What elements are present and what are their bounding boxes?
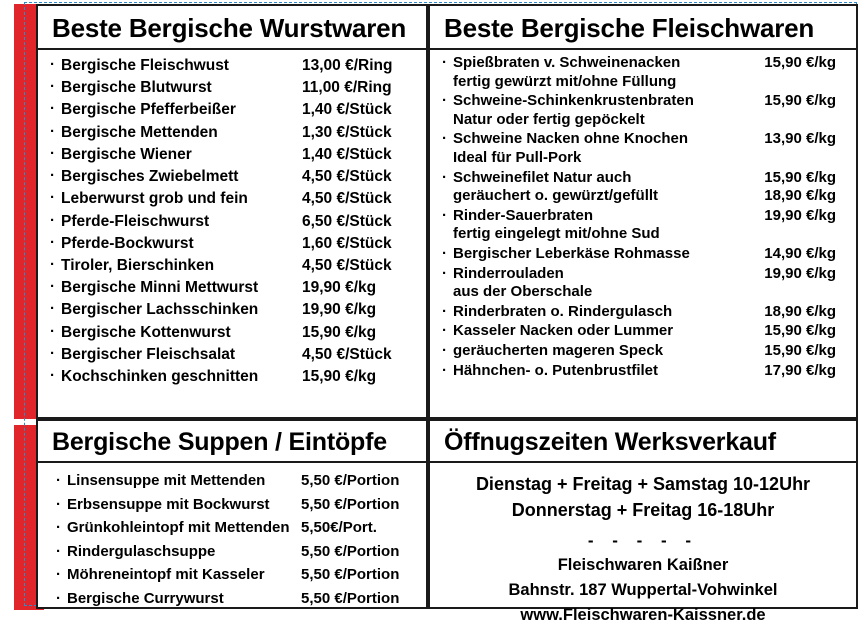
item-label-second-line: aus der Oberschale [453, 283, 593, 301]
item-price: 5,50 €/Portion [301, 566, 400, 584]
item-price: 1,40 €/Stück [302, 145, 392, 163]
item-price: 15,90 €/kg [764, 341, 836, 359]
item-label: Bergische Pfefferbeißer [61, 101, 236, 119]
item-label: Bergische Mettenden [61, 123, 218, 141]
item-label: Bergische Wiener [61, 145, 192, 163]
list-item [442, 361, 846, 381]
item-label: Rinder-Sauerbraten [453, 206, 594, 224]
list-item [442, 341, 846, 361]
list-item [50, 121, 416, 143]
list-item [442, 91, 846, 129]
bullet-icon: · [56, 519, 61, 537]
item-price: 19,90 €/kg [764, 264, 836, 282]
item-label: Bergische Fleischwust [61, 57, 229, 74]
bullet-icon: · [442, 302, 447, 320]
list-item [442, 244, 846, 264]
list-item [50, 76, 416, 98]
item-price: 1,60 €/Stück [302, 234, 392, 252]
panel-suppen-eintoepfe [36, 419, 428, 609]
item-price: 19,90 €/kg [764, 206, 836, 224]
list-item [442, 264, 846, 302]
panel-wurstwaren [36, 4, 428, 419]
list-item [442, 129, 846, 167]
item-label: Bergischer Lachsschinken [61, 301, 259, 319]
list-item [50, 143, 416, 165]
list-item [50, 343, 416, 365]
list-item [56, 563, 416, 587]
bullet-icon: · [442, 322, 447, 340]
company-name: Fleischwaren Kaißner [557, 556, 729, 575]
item-price: 4,50 €/Stück [302, 256, 392, 274]
item-label: Kochschinken geschnitten [61, 368, 259, 386]
bullet-icon: · [442, 168, 447, 186]
item-price: 13,00 €/Ring [302, 57, 393, 74]
bullet-icon: · [50, 167, 55, 185]
fleischwaren-list [430, 50, 856, 380]
item-price: 14,90 €/kg [764, 244, 836, 262]
panel-oeffnungszeiten-title: Öffnugszeiten Werksverkauf [430, 421, 856, 463]
item-label: Linsensuppe mit Mettenden [67, 472, 266, 489]
item-label: Rinderbraten o. Rindergulasch [453, 302, 673, 320]
opening-hours-block [430, 463, 856, 627]
opening-hours-line-1: Dienstag + Freitag + Samstag 10-12Uhr [475, 474, 811, 494]
bullet-icon: · [50, 189, 55, 207]
wurstwaren-list [38, 50, 426, 387]
item-label: Bergische Minni Mettwurst [61, 279, 259, 297]
item-price: 1,40 €/Stück [302, 101, 392, 119]
list-item [50, 210, 416, 232]
item-price: 15,90 €/kg [302, 323, 377, 341]
list-item [50, 98, 416, 120]
bullet-icon: · [442, 54, 447, 71]
item-label: Hähnchen- o. Putenbrustfilet [453, 361, 659, 379]
item-label: Spießbraten v. Schweinenacken [453, 54, 681, 71]
item-price: 5,50 €/Portion [301, 542, 400, 560]
bullet-icon: · [50, 122, 55, 140]
list-item [56, 516, 416, 540]
bullet-icon: · [50, 211, 55, 229]
list-item [50, 232, 416, 254]
panel-oeffnungszeiten [428, 419, 858, 624]
bullet-icon: · [442, 264, 447, 282]
item-price: 15,90 €/kg [764, 54, 836, 71]
item-label: Pferde-Fleischwurst [61, 212, 210, 230]
list-item [56, 587, 416, 611]
item-label-second-line: fertig gewürzt mit/ohne Füllung [453, 72, 677, 90]
bullet-icon: · [50, 300, 55, 318]
item-label: Bergischer Fleischsalat [61, 345, 236, 363]
item-label: Schweinefilet Natur auch [453, 168, 632, 186]
item-label: Bergische Kottenwurst [61, 323, 231, 341]
panel-wurstwaren-title: Beste Bergische Wurstwaren [38, 6, 426, 50]
bullet-icon: · [50, 278, 55, 296]
bullet-icon: · [50, 322, 55, 340]
item-price: 6,50 €/Stück [302, 212, 392, 230]
bullet-icon: · [50, 100, 55, 118]
panel-fleischwaren-title: Beste Bergische Fleischwaren [430, 6, 856, 50]
item-label-second-line: Ideal für Pull-Pork [453, 148, 582, 166]
item-price: 19,90 €/kg [302, 301, 377, 319]
item-label: Kasseler Nacken oder Lummer [453, 322, 674, 340]
item-price: 5,50 €/Portion [301, 472, 400, 489]
item-price: 17,90 €/kg [764, 361, 836, 379]
item-price-second: 18,90 €/kg [764, 187, 836, 205]
item-label: Rinderrouladen [453, 264, 564, 282]
divider-dashes: - - - - - [587, 531, 699, 551]
item-label: Grünkohleintopf mit Mettenden [67, 519, 290, 537]
bullet-icon: · [50, 344, 55, 362]
item-price: 15,90 €/kg [764, 168, 836, 186]
item-price: 19,90 €/kg [302, 279, 377, 297]
list-item [50, 254, 416, 276]
bullet-icon: · [56, 472, 61, 489]
list-item [442, 321, 846, 341]
bullet-icon: · [442, 92, 447, 110]
company-address: Bahnstr. 187 Wuppertal-Vohwinkel [508, 580, 778, 599]
bullet-icon: · [56, 495, 61, 513]
bullet-icon: · [442, 361, 447, 379]
item-price: 15,90 €/kg [764, 322, 836, 340]
bullet-icon: · [56, 589, 61, 607]
item-price: 15,90 €/kg [302, 368, 377, 386]
bullet-icon: · [50, 233, 55, 251]
item-label: Erbsensuppe mit Bockwurst [67, 495, 270, 513]
panel-fleischwaren [428, 4, 858, 419]
list-item [56, 469, 416, 493]
item-label: geräucherten mageren Speck [453, 341, 664, 359]
list-item [50, 321, 416, 343]
list-item [50, 298, 416, 320]
panel-suppen-title: Bergische Suppen / Eintöpfe [38, 421, 426, 463]
item-price: 1,30 €/Stück [302, 123, 392, 141]
bullet-icon: · [442, 244, 447, 262]
item-price: 15,90 €/kg [764, 92, 836, 110]
bullet-icon: · [56, 566, 61, 584]
bullet-icon: · [56, 542, 61, 560]
item-label: Möhreneintopf mit Kasseler [67, 566, 265, 584]
item-label-second-line: geräuchert o. gewürzt/gefüllt [453, 187, 659, 205]
list-item [442, 53, 846, 91]
item-label: Bergische Currywurst [67, 589, 224, 607]
item-price: 5,50 €/Portion [301, 495, 400, 513]
item-label: Rindergulaschsuppe [67, 542, 216, 560]
item-label: Pferde-Bockwurst [61, 234, 194, 252]
suppen-list [38, 463, 426, 611]
bullet-icon: · [442, 206, 447, 224]
item-price: 18,90 €/kg [764, 302, 836, 320]
list-item [50, 187, 416, 209]
item-label: Bergisches Zwiebelmett [61, 168, 239, 186]
list-item [50, 54, 416, 76]
list-item [50, 276, 416, 298]
item-label: Tiroler, Bierschinken [61, 256, 215, 274]
bullet-icon: · [50, 78, 55, 96]
bullet-icon: · [50, 144, 55, 162]
item-price: 5,50€/Port. [301, 519, 377, 537]
list-item [50, 365, 416, 387]
item-price: 11,00 €/Ring [302, 79, 392, 97]
bullet-icon: · [442, 341, 447, 359]
item-price: 4,50 €/Stück [302, 345, 392, 363]
item-price: 5,50 €/Portion [301, 589, 400, 607]
bullet-icon: · [50, 367, 55, 385]
company-website: www.Fleischwaren-Kaissner.de [520, 605, 766, 624]
list-item [56, 493, 416, 517]
item-price: 13,90 €/kg [764, 130, 836, 148]
item-label-second-line: fertig eingelegt mit/ohne Sud [453, 225, 660, 243]
bullet-icon: · [50, 56, 55, 73]
list-item [50, 165, 416, 187]
item-label: Schweine-Schinkenkrustenbraten [453, 92, 694, 110]
list-item [56, 540, 416, 564]
bullet-icon: · [442, 130, 447, 148]
item-price: 4,50 €/Stück [302, 190, 392, 208]
item-price: 4,50 €/Stück [302, 168, 392, 186]
list-item [442, 206, 846, 244]
item-label: Leberwurst grob und fein [61, 190, 248, 208]
list-item [442, 168, 846, 206]
item-label-second-line: Natur oder fertig gepöckelt [453, 110, 645, 128]
list-item [442, 302, 846, 322]
item-label: Bergischer Leberkäse Rohmasse [453, 244, 690, 262]
item-label: Bergische Blutwurst [61, 79, 212, 97]
bullet-icon: · [50, 255, 55, 273]
opening-hours-line-2: Donnerstag + Freitag 16-18Uhr [511, 500, 775, 521]
item-label: Schweine Nacken ohne Knochen [453, 130, 689, 148]
